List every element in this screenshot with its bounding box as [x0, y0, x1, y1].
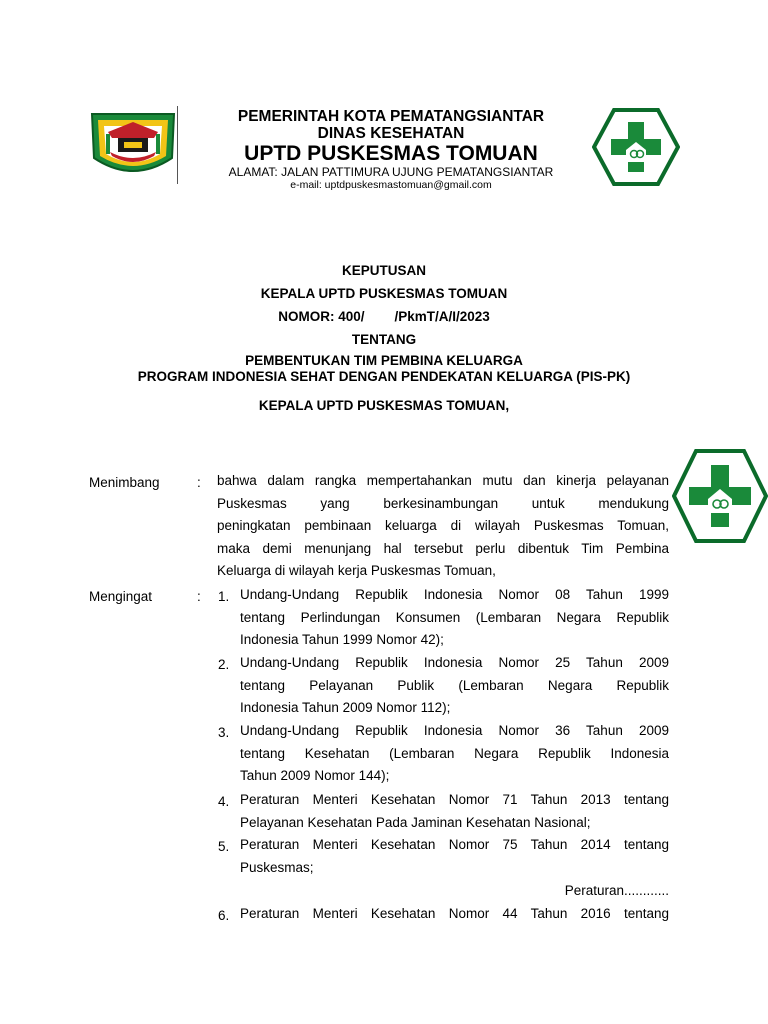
title-kepala: KEPALA UPTD PUSKESMAS TOMUAN: [260, 286, 508, 301]
list-item-line: Peraturan Menteri Kesehatan Nomor 44 Tahun 2016 tentang: [240, 906, 669, 921]
header-address: ALAMAT: JALAN PATTIMURA UJUNG PEMATANGSIANTAR: [228, 165, 554, 179]
header-divider: [177, 106, 178, 184]
list-item-line: Peraturan Menteri Kesehatan Nomor 75 Tahun 2014 tentang: [240, 837, 669, 852]
list-item: [240, 903, 669, 926]
menimbang-line: peningkatan pembinaan keluarga di wilayah Puskesmas Tomuan,: [217, 518, 669, 534]
menimbang-colon: :: [197, 475, 201, 490]
title-tentang: TENTANG: [351, 332, 417, 347]
menimbang-line: Keluarga di wilayah kerja Puskesmas Tomuan,: [217, 563, 496, 579]
list-item-line: Indonesia Tahun 1999 Nomor 42);: [240, 632, 444, 648]
puskesmas-logo-secondary: [672, 447, 768, 545]
mengingat-colon: :: [197, 589, 201, 604]
list-item-line: Indonesia Tahun 2009 Nomor 112);: [240, 700, 451, 716]
list-item-line: Peraturan Menteri Kesehatan Nomor 71 Tahun 2013 tentang: [240, 792, 669, 807]
mengingat-label: Mengingat: [89, 589, 153, 604]
header-government: PEMERINTAH KOTA PEMATANGSIANTAR: [237, 108, 545, 125]
title-kepala-2: KEPALA UPTD PUSKESMAS TOMUAN,: [258, 398, 510, 413]
menimbang-text: [217, 470, 669, 583]
list-item-line: Pelayanan Kesehatan Pada Jaminan Kesehatan Nasional;: [240, 814, 591, 830]
list-item: [240, 584, 669, 652]
puskesmas-logo: [592, 106, 680, 188]
list-item-line: tentang Kesehatan (Lembaran Negara Republik Indonesia: [240, 745, 669, 761]
menimbang-line: maka demi menunjang hal tersebut perlu dibentuk Tim Pembina: [217, 540, 669, 556]
header-department: DINAS KESEHATAN: [317, 125, 465, 142]
title-nomor: NOMOR: 400/ /PkmT/A/I/2023: [278, 309, 490, 324]
list-item-number: 2.: [218, 657, 230, 672]
list-item-number: 1.: [218, 589, 230, 604]
list-item-line: Tahun 2009 Nomor 144);: [240, 768, 390, 784]
header-email: e-mail: uptdpuskesmastomuan@gmail.com: [290, 179, 492, 191]
header-institution: UPTD PUSKESMAS TOMUAN: [244, 142, 538, 165]
menimbang-line: bahwa dalam rangka mempertahankan mutu dan kinerja pelayanan: [217, 473, 669, 488]
list-item-line: tentang Perlindungan Konsumen (Lembaran Negara Republik: [240, 609, 669, 625]
list-item: [240, 652, 669, 720]
list-item-number: 6.: [218, 908, 230, 923]
list-item: [240, 834, 669, 879]
list-item-line: Undang-Undang Republik Indonesia Nomor 08 Tahun 1999: [240, 587, 669, 602]
menimbang-label: Menimbang: [89, 475, 160, 490]
list-item-line: Undang-Undang Republik Indonesia Nomor 25 Tahun 2009: [240, 655, 669, 670]
title-subject-1: PEMBENTUKAN TIM PEMBINA KELUARGA: [245, 353, 523, 368]
list-item: [240, 789, 669, 834]
list-item-line: Undang-Undang Republik Indonesia Nomor 36 Tahun 2009: [240, 723, 669, 738]
list-item: [240, 720, 669, 788]
menimbang-line: Puskesmas yang berkesinambungan untuk mendukung: [217, 495, 669, 511]
title-subject-2: PROGRAM INDONESIA SEHAT DENGAN PENDEKATAN KELUARGA (PIS-PK): [137, 369, 631, 384]
list-item-line: Puskesmas;: [240, 859, 314, 875]
list-item-number: 4.: [218, 794, 230, 809]
list-item-number: 3.: [218, 725, 230, 740]
title-keputusan: KEPUTUSAN: [341, 263, 426, 278]
list-item-line: tentang Pelayanan Publik (Lembaran Negara Republik: [240, 677, 669, 693]
page-continuation: Peraturan............: [564, 883, 669, 898]
city-emblem-logo: [88, 108, 178, 184]
list-item-number: 5.: [218, 839, 230, 854]
